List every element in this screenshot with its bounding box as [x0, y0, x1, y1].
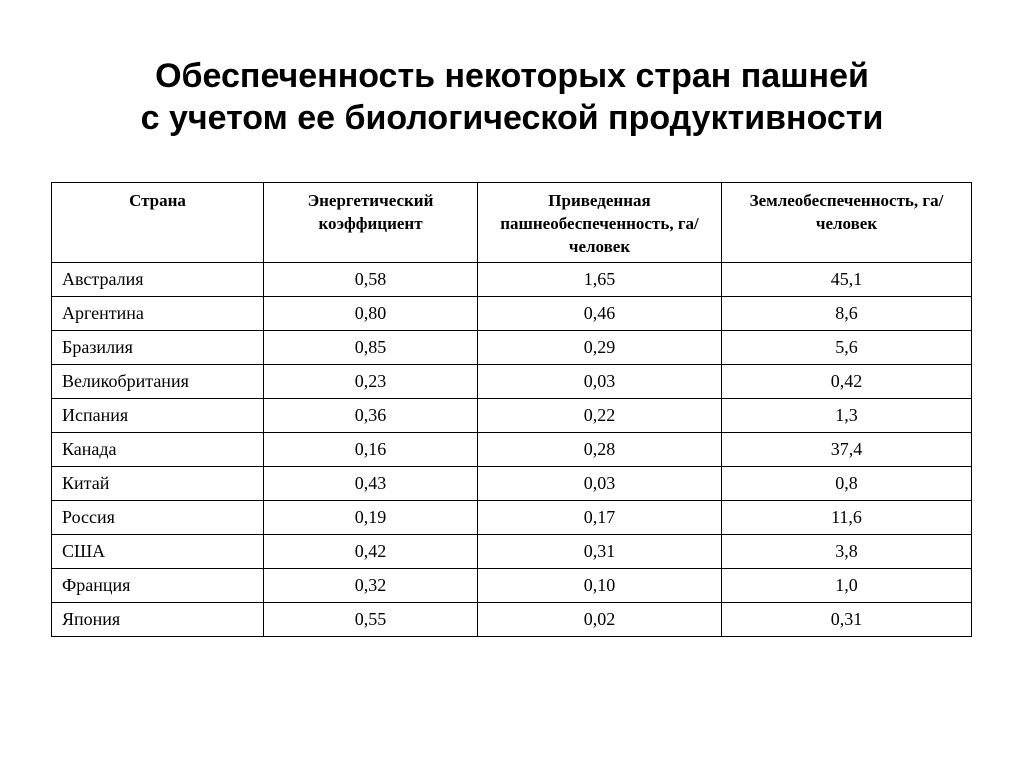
- cell-land-supply: 1,3: [722, 399, 972, 433]
- cell-country: Россия: [52, 501, 264, 535]
- table-row: [52, 331, 972, 365]
- land-supply-table: [51, 182, 972, 637]
- table-row: [52, 467, 972, 501]
- cell-adjusted-arable-land: 0,03: [478, 467, 722, 501]
- cell-energy-coefficient: 0,85: [264, 331, 478, 365]
- cell-energy-coefficient: 0,80: [264, 297, 478, 331]
- header-land-supply: Землеобеспеченность, га/человек: [722, 183, 972, 263]
- table-row: [52, 501, 972, 535]
- table-row: [52, 603, 972, 637]
- cell-country: Бразилия: [52, 331, 264, 365]
- cell-adjusted-arable-land: 0,31: [478, 535, 722, 569]
- cell-land-supply: 0,8: [722, 467, 972, 501]
- cell-country: США: [52, 535, 264, 569]
- cell-land-supply: 45,1: [722, 263, 972, 297]
- table-row: [52, 263, 972, 297]
- header-energy-coefficient: Энергетический коэффициент: [264, 183, 478, 263]
- cell-land-supply: 8,6: [722, 297, 972, 331]
- table-row: [52, 297, 972, 331]
- cell-energy-coefficient: 0,43: [264, 467, 478, 501]
- cell-country: Китай: [52, 467, 264, 501]
- cell-country: Франция: [52, 569, 264, 603]
- cell-country: Япония: [52, 603, 264, 637]
- cell-land-supply: 0,42: [722, 365, 972, 399]
- table-header: [52, 183, 972, 263]
- cell-energy-coefficient: 0,32: [264, 569, 478, 603]
- cell-country: Канада: [52, 433, 264, 467]
- cell-adjusted-arable-land: 0,02: [478, 603, 722, 637]
- cell-energy-coefficient: 0,58: [264, 263, 478, 297]
- header-row: [52, 183, 972, 263]
- table-row: [52, 569, 972, 603]
- cell-adjusted-arable-land: 0,17: [478, 501, 722, 535]
- cell-adjusted-arable-land: 0,03: [478, 365, 722, 399]
- cell-energy-coefficient: 0,19: [264, 501, 478, 535]
- cell-country: Австралия: [52, 263, 264, 297]
- cell-country: Аргентина: [52, 297, 264, 331]
- header-adjusted-arable-land: Приведенная пашнеобеспеченность, га/человек: [478, 183, 722, 263]
- cell-land-supply: 1,0: [722, 569, 972, 603]
- cell-energy-coefficient: 0,36: [264, 399, 478, 433]
- cell-country: Испания: [52, 399, 264, 433]
- table-row: [52, 399, 972, 433]
- cell-adjusted-arable-land: 0,10: [478, 569, 722, 603]
- cell-adjusted-arable-land: 0,46: [478, 297, 722, 331]
- cell-land-supply: 3,8: [722, 535, 972, 569]
- cell-country: Великобритания: [52, 365, 264, 399]
- cell-energy-coefficient: 0,23: [264, 365, 478, 399]
- cell-land-supply: 37,4: [722, 433, 972, 467]
- title-line-1: Обеспеченность некоторых стран пашней: [155, 57, 869, 95]
- cell-energy-coefficient: 0,55: [264, 603, 478, 637]
- table-row: [52, 433, 972, 467]
- page-title: [0, 55, 1024, 139]
- cell-energy-coefficient: 0,42: [264, 535, 478, 569]
- table-row: [52, 365, 972, 399]
- title-line-2: с учетом ее биологической продуктивности: [140, 99, 884, 137]
- table-body: [52, 263, 972, 637]
- cell-adjusted-arable-land: 0,22: [478, 399, 722, 433]
- cell-land-supply: 11,6: [722, 501, 972, 535]
- cell-adjusted-arable-land: 1,65: [478, 263, 722, 297]
- cell-adjusted-arable-land: 0,28: [478, 433, 722, 467]
- cell-land-supply: 0,31: [722, 603, 972, 637]
- cell-adjusted-arable-land: 0,29: [478, 331, 722, 365]
- header-country: Страна: [52, 183, 264, 263]
- cell-land-supply: 5,6: [722, 331, 972, 365]
- table-row: [52, 535, 972, 569]
- cell-energy-coefficient: 0,16: [264, 433, 478, 467]
